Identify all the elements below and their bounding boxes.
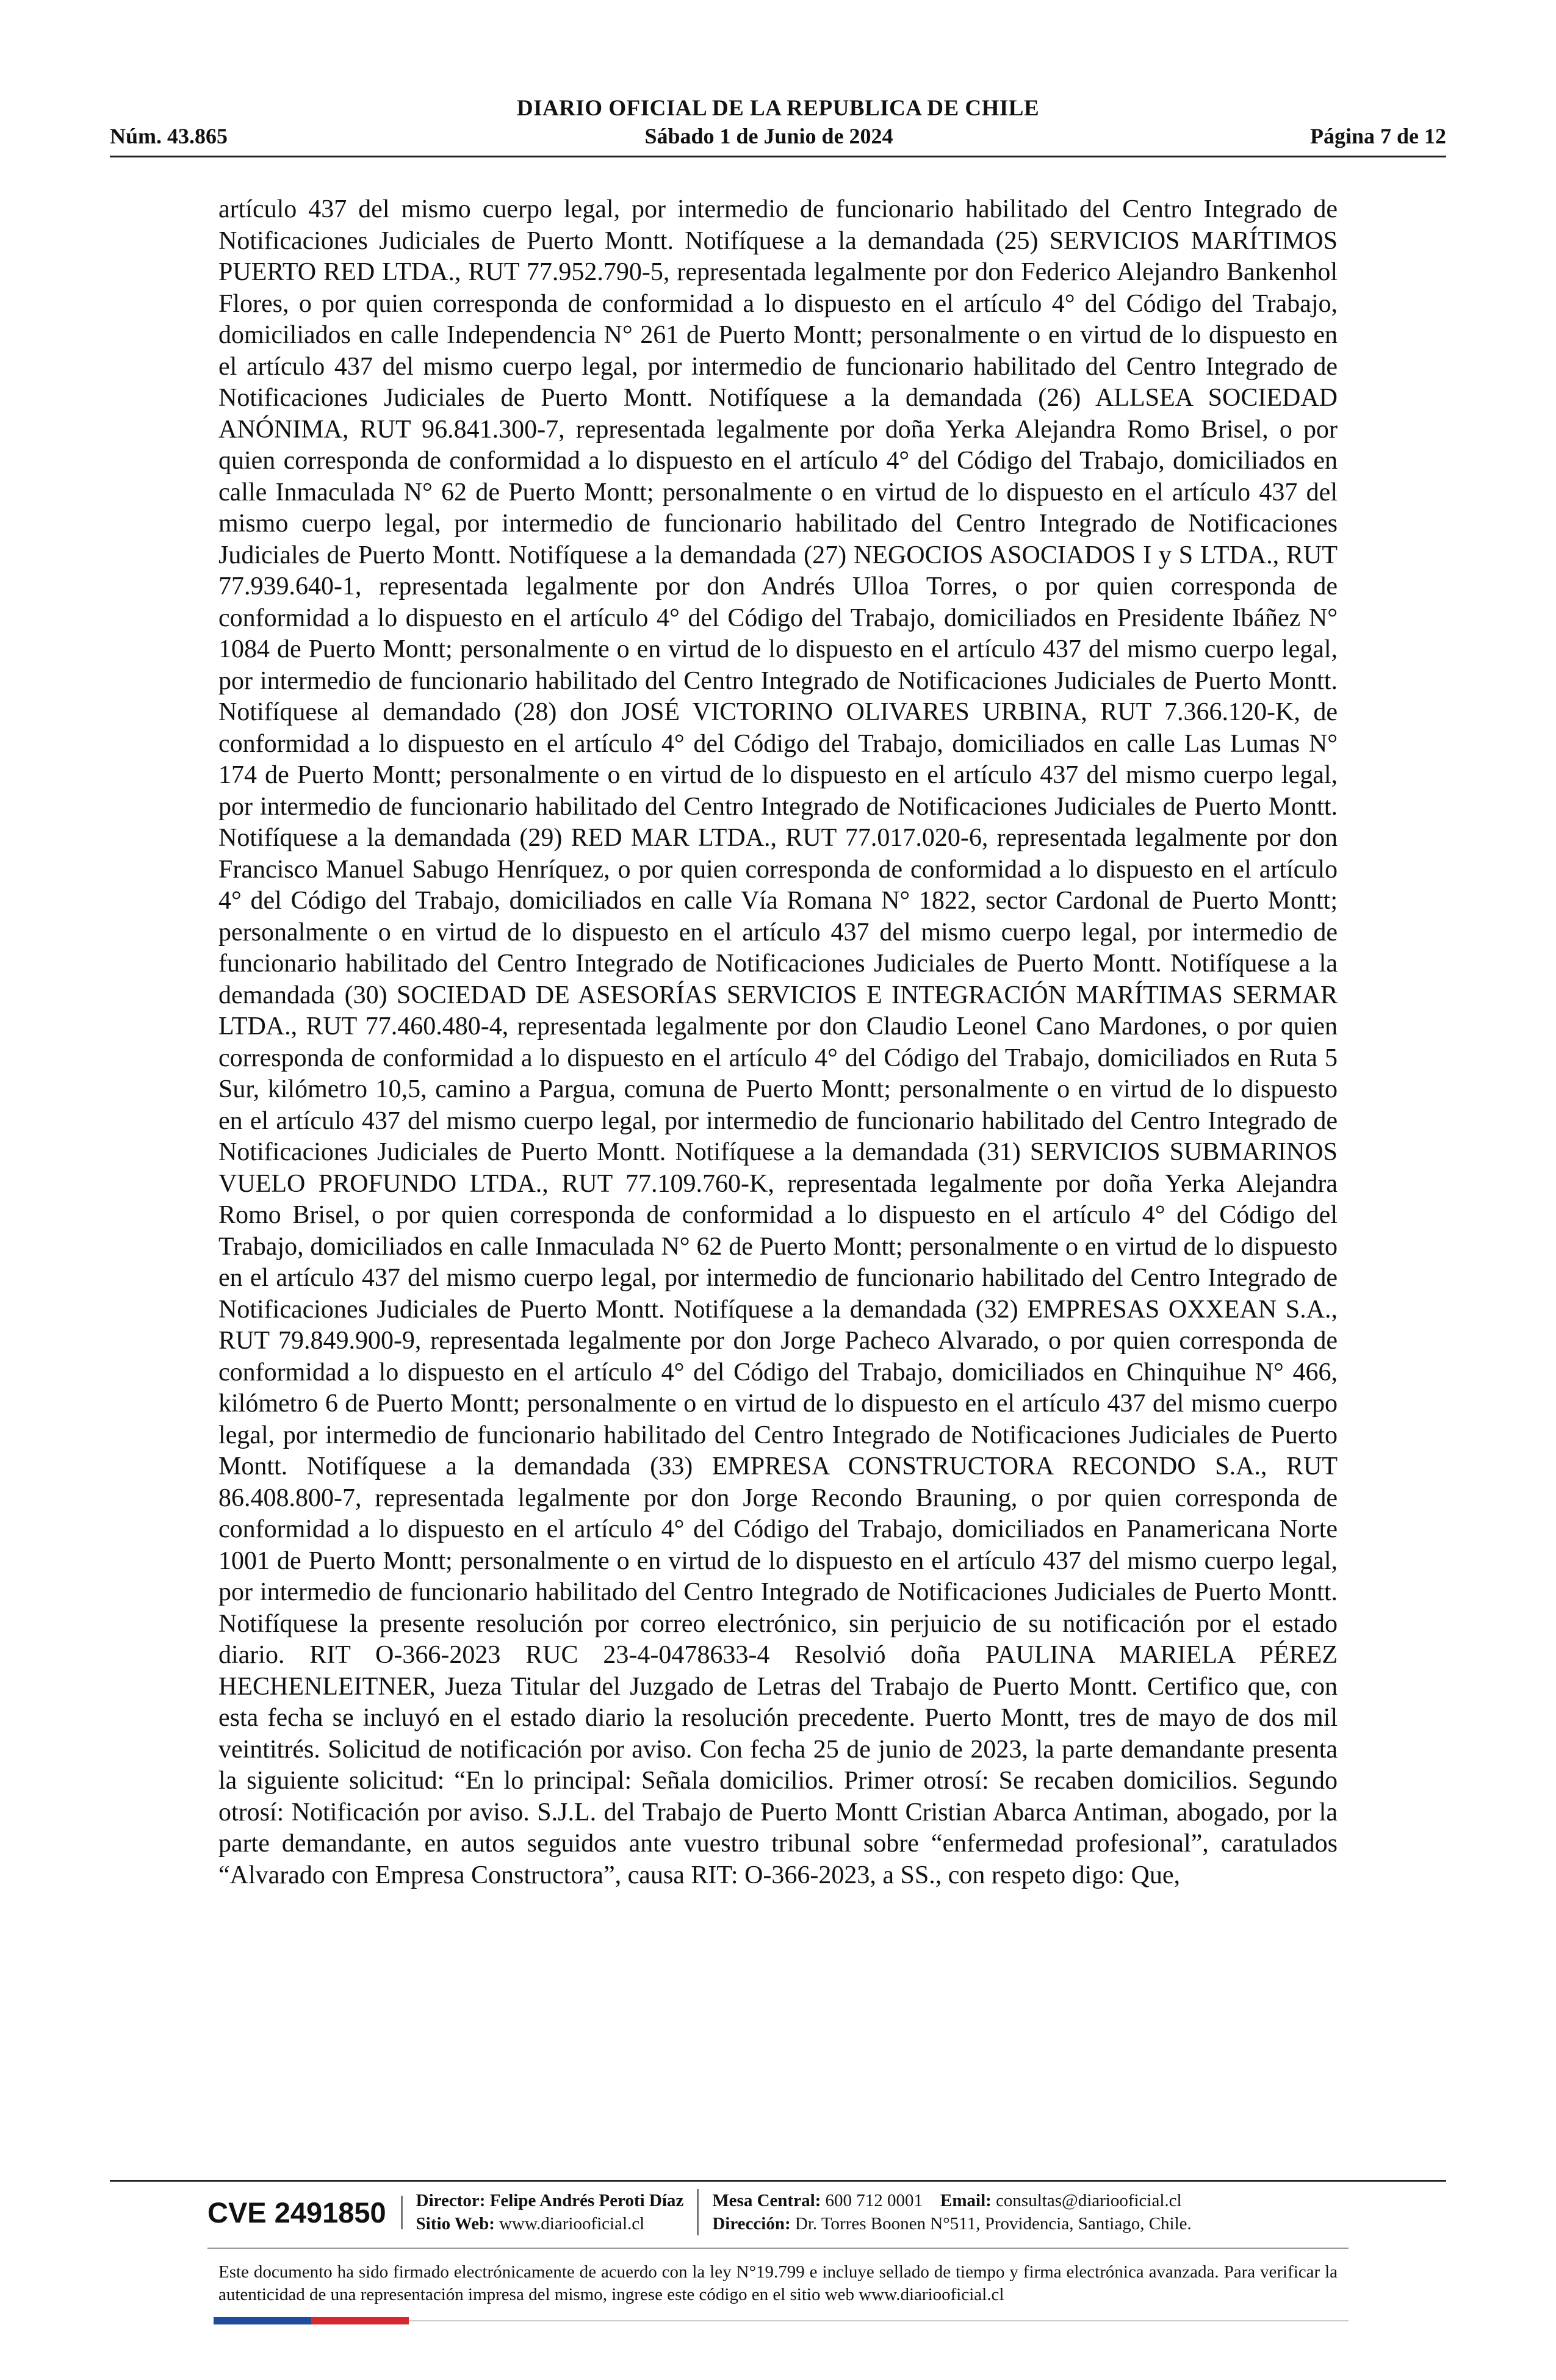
footer-rule bbox=[110, 2180, 1446, 2182]
phone-label: Mesa Central: bbox=[712, 2191, 821, 2210]
header-row bbox=[110, 123, 1446, 149]
flag-stripe-blue bbox=[214, 2317, 311, 2324]
newspaper-title: DIARIO OFICIAL DE LA REPUBLICA DE CHILE bbox=[516, 96, 1040, 121]
address-line bbox=[712, 2212, 1191, 2235]
director-label: Director: bbox=[416, 2191, 486, 2210]
phone-number: 600 712 0001 bbox=[825, 2191, 923, 2210]
flag-stripe-red bbox=[311, 2317, 409, 2324]
website-line bbox=[416, 2212, 684, 2235]
address-text: Dr. Torres Boonen N°511, Providencia, Santiago, Chile. bbox=[794, 2214, 1192, 2234]
website-label: Sitio Web: bbox=[416, 2214, 495, 2234]
issue-date: Sábado 1 de Junio de 2024 bbox=[644, 124, 893, 148]
footer-director-column bbox=[403, 2189, 699, 2235]
page-header bbox=[110, 92, 1446, 157]
footer-contact-column bbox=[699, 2189, 1205, 2235]
flag-rule bbox=[409, 2320, 1349, 2321]
issue-number: Núm. 43.865 bbox=[110, 124, 228, 148]
signature-disclaimer: Este documento ha sido firmado electrónicamente de acuerdo con la ley N°19.799 e incluye sellado de tiempo y firma electrónica avanzada. Para verificar la autenticidad de una representación impresa del mismo, ingrese este código en el sitio web www.diariooficial.cl bbox=[218, 2262, 1338, 2304]
address-label: Dirección: bbox=[712, 2214, 791, 2234]
website-link[interactable]: www.diariooficial.cl bbox=[499, 2214, 645, 2234]
contact-line bbox=[712, 2189, 1191, 2212]
footer-separator bbox=[207, 2248, 1349, 2249]
email-label: Email: bbox=[940, 2191, 992, 2210]
body-text: artículo 437 del mismo cuerpo legal, por intermedio de funcionario habilitado del Centro Integrado de Notificaciones Judiciales de Puerto Montt. Notifíquese a la demandada (25) SERVICIOS MARÍTIMOS PUERTO RED LTDA., RUT 77.952.790-5, representada legalmente por don Federico Alejandro Bankenhol Flores, o por quien corresponda de conformidad a lo dispuesto en el artículo 4° del Código del Trabajo, domiciliados en calle Independencia N° 261 de Puerto Montt; personalmente o en virtud de lo dispuesto en el artículo 437 del mismo cuerpo legal, por intermedio de funcionario habilitado del Centro Integrado de Notificaciones Judiciales de Puerto Montt. Notifíquese a la demandada (26) ALLSEA SOCIEDAD ANÓNIMA, RUT 96.841.300-7, representada legalmente por doña Yerka Alejandra Romo Brisel, o por quien corresponda de conformidad a lo dispuesto en el artículo 4° del Código del Trabajo, domiciliados en calle Inmaculada N° 62 de Puerto Montt; personalmente o en virtud de lo dispuesto en el artículo 437 del mismo cuerpo legal, por intermedio de funcionario habilitado del Centro Integrado de Notificaciones Judiciales de Puerto Montt. Notifíquese a la demandada (27) NEGOCIOS ASOCIADOS I y S LTDA., RUT 77.939.640-1, representada legalmente por don Andrés Ulloa Torres, o por quien corresponda de conformidad a lo dispuesto en el artículo 4° del Código del Trabajo, domiciliados en Presidente Ibáñez N° 1084 de Puerto Montt; personalmente o en virtud de lo dispuesto en el artículo 437 del mismo cuerpo legal, por intermedio de funcionario habilitado del Centro Integrado de Notificaciones Judiciales de Puerto Montt. Notifíquese al demandado (28) don JOSÉ VICTORINO OLIVARES URBINA, RUT 7.366.120-K, de conformidad a lo dispuesto en el artículo 4° del Código del Trabajo, domiciliados en calle Las Lumas N° 174 de Puerto Montt; personalmente o en virtud de lo dispuesto en el artículo 437 del mismo cuerpo legal, por intermedio de funcionario habilitado del Centro Integrado de Notificaciones Judiciales de Puerto Montt. Notifíquese a la demandada (29) RED MAR LTDA., RUT 77.017.020-6, representada legalmente por don Francisco Manuel Sabugo Henríquez, o por quien corresponda de conformidad a lo dispuesto en el artículo 4° del Código del Trabajo, domiciliados en calle Vía Romana N° 1822, sector Cardonal de Puerto Montt; personalmente o en virtud de lo dispuesto en el artículo 437 del mismo cuerpo legal, por intermedio de funcionario habilitado del Centro Integrado de Notificaciones Judiciales de Puerto Montt. Notifíquese a la demandada (30) SOCIEDAD DE ASESORÍAS SERVICIOS E INTEGRACIÓN MARÍTIMAS SERMAR LTDA., RUT 77.460.480-4, representada legalmente por don Claudio Leonel Cano Mardones, o por quien corresponda de conformidad a lo dispuesto en el artículo 4° del Código del Trabajo, domiciliados en Ruta 5 Sur, kilómetro 10,5, camino a Pargua, comuna de Puerto Montt; personalmente o en virtud de lo dispuesto en el artículo 437 del mismo cuerpo legal, por intermedio de funcionario habilitado del Centro Integrado de Notificaciones Judiciales de Puerto Montt. Notifíquese a la demandada (31) SERVICIOS SUBMARINOS VUELO PROFUNDO LTDA., RUT 77.109.760-K, representada legalmente por doña Yerka Alejandra Romo Brisel, o por quien corresponda de conformidad a lo dispuesto en el artículo 4° del Código del Trabajo, domiciliados en calle Inmaculada N° 62 de Puerto Montt; personalmente o en virtud de lo dispuesto en el artículo 437 del mismo cuerpo legal, por intermedio de funcionario habilitado del Centro Integrado de Notificaciones Judiciales de Puerto Montt. Notifíquese a la demandada (32) EMPRESAS OXXEAN S.A., RUT 79.849.900-9, representada legalmente por don Jorge Pacheco Alvarado, o por quien corresponda de conformidad a lo dispuesto en el artículo 4° del Código del Trabajo, domiciliados en Chinquihue N° 466, kilómetro 6 de Puerto Montt; personalmente o en virtud de lo dispuesto en el artículo 437 del mismo cuerpo legal, por intermedio de funcionario habilitado del Centro Integrado de Notificaciones Judiciales de Puerto Montt. Notifíquese a la demandada (33) EMPRESA CONSTRUCTORA RECONDO S.A., RUT 86.408.800-7, representada legalmente por don Jorge Recondo Brauning, o por quien corresponda de conformidad a lo dispuesto en el artículo 4° del Código del Trabajo, domiciliados en Panamericana Norte 1001 de Puerto Montt; personalmente o en virtud de lo dispuesto en el artículo 437 del mismo cuerpo legal, por intermedio de funcionario habilitado del Centro Integrado de Notificaciones Judiciales de Puerto Montt. Notifíquese la presente resolución por correo electrónico, sin perjuicio de su notificación por el estado diario. RIT O-366-2023 RUC 23-4-0478633-4 Resolvió doña PAULINA MARIELA PÉREZ HECHENLEITNER, Jueza Titular del Juzgado de Letras del Trabajo de Puerto Montt. Certifico que, con esta fecha se incluyó en el estado diario la resolución precedente. Puerto Montt, tres de mayo de dos mil veintitrés. Solicitud de notificación por aviso. Con fecha 25 de junio de 2023, la parte demandante presenta la siguiente solicitud: “En lo principal: Señala domicilios. Primer otrosí: Se recaben domicilios. Segundo otrosí: Notificación por aviso. S.J.L. del Trabajo de Puerto Montt Cristian Abarca Antiman, abogado, por la parte demandante, en autos seguidos ante vuestro tribunal sobre “enfermedad profesional”, caratulados “Alvarado con Empresa Constructora”, causa RIT: O-366-2023, a SS., con respeto digo: Que, bbox=[218, 195, 1338, 1889]
director-line bbox=[416, 2189, 684, 2212]
email-link[interactable]: consultas@diariooficial.cl bbox=[996, 2191, 1182, 2210]
cve-code: CVE 2491850 bbox=[207, 2196, 403, 2229]
page-footer bbox=[207, 2188, 1342, 2237]
page-number: Página 7 de 12 bbox=[1309, 124, 1446, 148]
director-name: Felipe Andrés Peroti Díaz bbox=[489, 2191, 684, 2210]
